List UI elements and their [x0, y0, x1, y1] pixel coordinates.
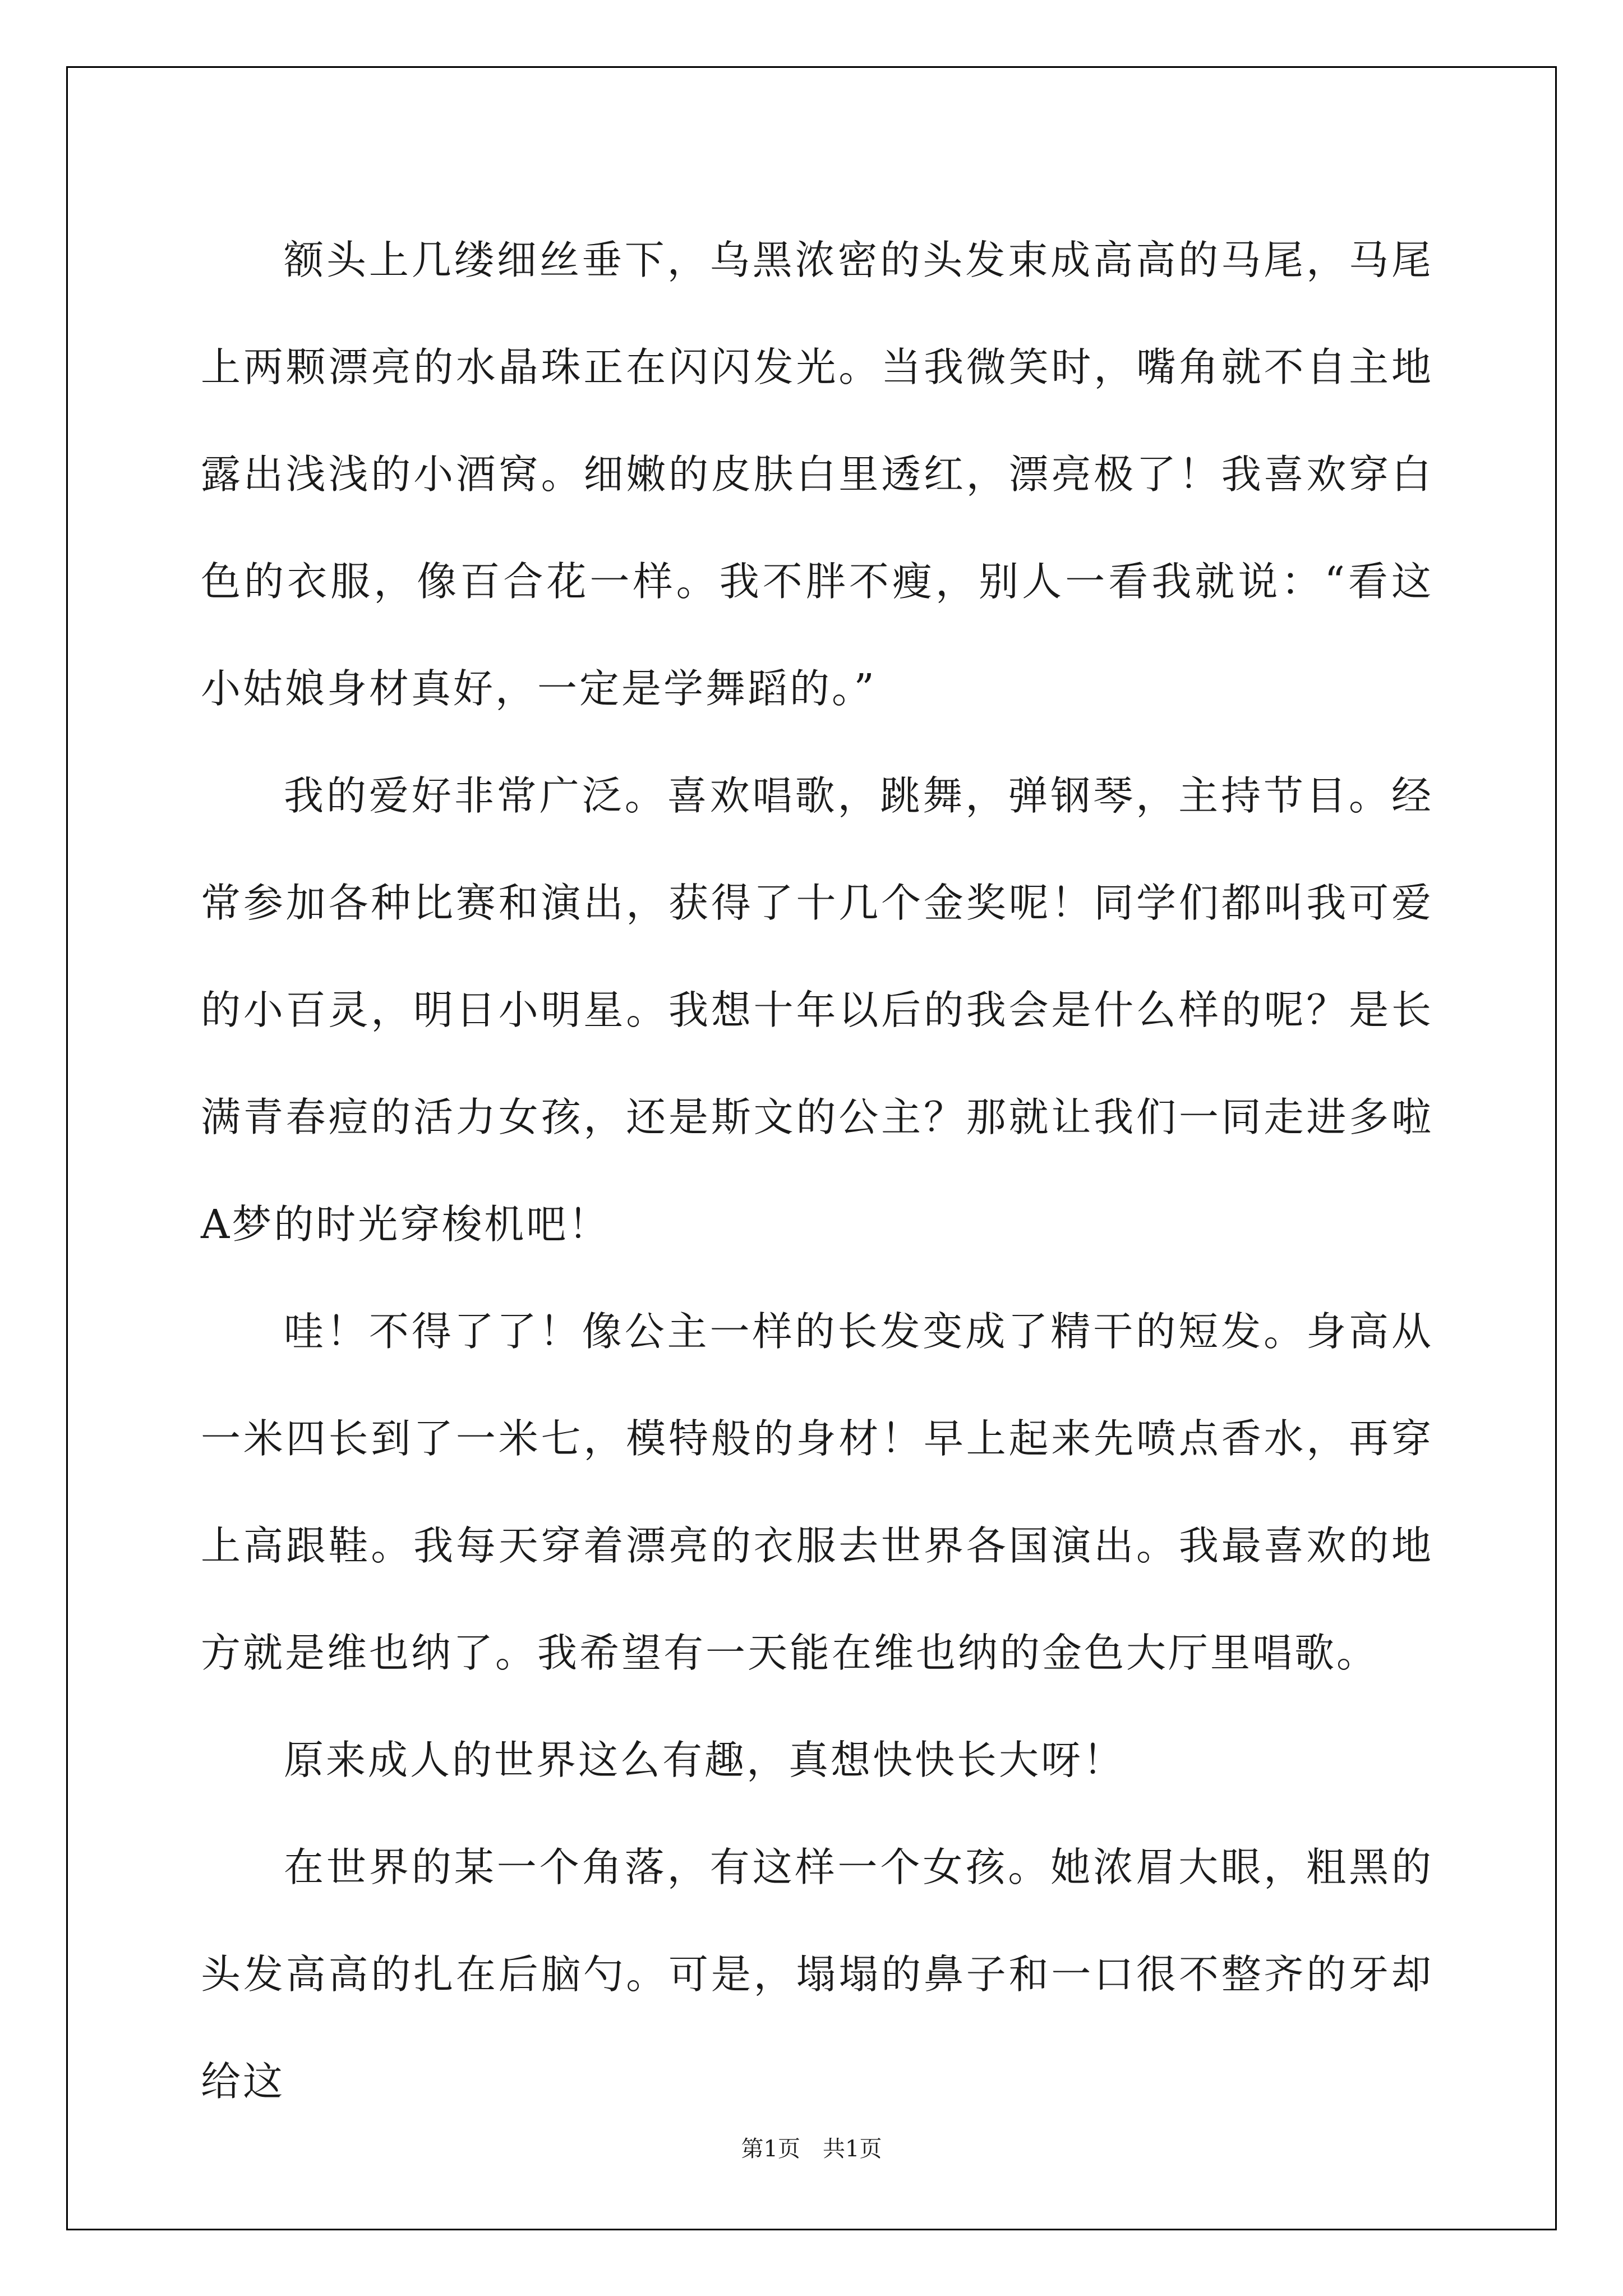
document-body [201, 206, 1433, 2135]
paragraph-4: 原来成人的世界这么有趣，真想快快长大呀！ [284, 1737, 1126, 1783]
paragraph-5: 在世界的某一个角落，有这样一个女孩。她浓眉大眼，粗黑的头发高高的扎在后脑勺。可是，塌塌的鼻子和一口很不整齐的牙却给这 [201, 1844, 1433, 2105]
paragraph-3: 哇！不得了了！像公主一样的长发变成了精干的短发。身高从一米四长到了一米七，模特般的身材！早上起来先喷点香水，再穿上高跟鞋。我每天穿着漂亮的衣服去世界各国演出。我最喜欢的地方就是维也纳了。我希望有一天能在维也纳的金色大厅里唱歌。 [201, 1308, 1433, 1676]
paragraph-1: 额头上几缕细丝垂下，乌黑浓密的头发束成高高的马尾，马尾上两颗漂亮的水晶珠正在闪闪发光。当我微笑时，嘴角就不自主地露出浅浅的小酒窝。细嫩的皮肤白里透红，漂亮极了！我喜欢穿白色的衣服，像百合花一样。我不胖不瘦，别人一看我就说：“看这小姑娘身材真好，一定是学舞蹈的。” [201, 237, 1433, 712]
page-footer: 第1页 共1页 [741, 2136, 882, 2162]
paragraph-2: 我的爱好非常广泛。喜欢唱歌，跳舞，弹钢琴，主持节目。经常参加各种比赛和演出，获得了十几个金奖呢！同学们都叫我可爱的小百灵，明日小明星。我想十年以后的我会是什么样的呢？是长满青春痘的活力女孩，还是斯文的公主？那就让我们一同走进多啦A梦的时光穿梭机吧！ [201, 772, 1433, 1248]
